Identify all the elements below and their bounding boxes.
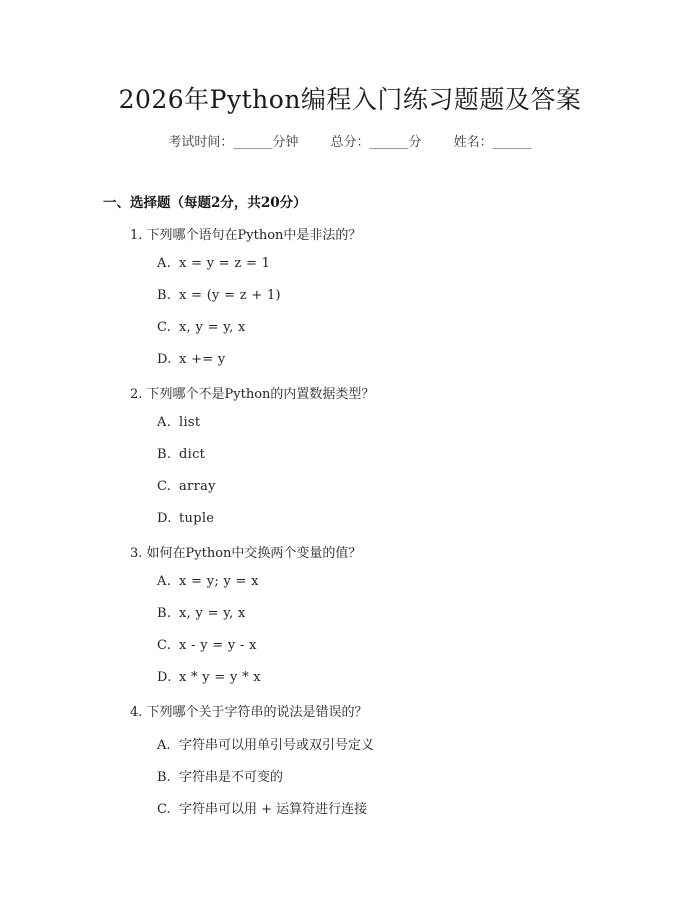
option-letter: A. xyxy=(157,738,171,753)
option-letter: C. xyxy=(157,320,172,335)
option-letter: A. xyxy=(157,574,172,589)
option-letter: B. xyxy=(157,447,172,462)
question-1-option-b xyxy=(157,288,281,303)
question-3-option-b xyxy=(157,606,246,621)
option-text: array xyxy=(179,479,216,494)
option-letter: D. xyxy=(157,352,172,367)
option-text: 字符串可以用 + 运算符进行连接 xyxy=(179,802,368,817)
option-text: 字符串是不可变的 xyxy=(179,770,284,785)
question-1-option-a xyxy=(157,256,270,271)
option-text: x += y xyxy=(179,352,226,367)
option-text: 字符串可以用单引号或双引号定义 xyxy=(179,738,375,753)
question-2-option-c xyxy=(157,479,216,494)
option-text: dict xyxy=(179,447,206,462)
option-letter: C. xyxy=(157,479,172,494)
question-2-option-b xyxy=(157,447,205,462)
question-1: 1. 下列哪个语句在Python中是非法的？ xyxy=(130,228,362,243)
option-letter: A. xyxy=(157,256,172,271)
option-text: x, y = y, x xyxy=(179,606,246,621)
question-2-option-a xyxy=(157,415,200,430)
option-text: tuple xyxy=(179,511,215,526)
question-3-option-a xyxy=(157,574,259,589)
question-2-option-d xyxy=(157,511,214,526)
option-text: x = (y = z + 1) xyxy=(179,288,281,303)
question-1-option-d xyxy=(157,352,226,367)
option-letter: C. xyxy=(157,802,171,817)
option-letter: D. xyxy=(157,670,172,685)
question-3: 3. 如何在Python中交换两个变量的值？ xyxy=(130,546,362,561)
option-text: x * y = y * x xyxy=(179,670,261,685)
option-text: x, y = y, x xyxy=(179,320,246,335)
question-4-option-a xyxy=(157,734,374,753)
question-3-option-c xyxy=(157,638,257,653)
question-4-option-c xyxy=(157,798,367,817)
option-letter: C. xyxy=(157,638,172,653)
option-text: x - y = y - x xyxy=(179,638,257,653)
question-2: 2. 下列哪个不是Python的内置数据类型？ xyxy=(130,387,375,402)
option-letter: B. xyxy=(157,770,171,785)
exam-time-field: 考试时间：______分钟 xyxy=(168,135,299,150)
option-text: x = y = z = 1 xyxy=(179,256,271,271)
question-4: 4. 下列哪个关于字符串的说法是错误的？ xyxy=(130,705,368,720)
question-3-option-d xyxy=(157,670,261,685)
student-name-field: 姓名：______ xyxy=(453,135,532,150)
option-letter: D. xyxy=(157,511,172,526)
option-text: x = y; y = x xyxy=(179,574,259,589)
question-4-option-b xyxy=(157,766,283,785)
total-score-field: 总分：______分 xyxy=(330,135,422,150)
option-letter: A. xyxy=(157,415,172,430)
page-title: 2026年Python编程入门练习题题及答案 xyxy=(118,85,582,114)
option-letter: B. xyxy=(157,606,172,621)
option-text: list xyxy=(179,415,201,430)
section-heading-choice: 一、选择题（每题2分，共20分） xyxy=(103,195,307,211)
exam-meta xyxy=(0,131,700,150)
option-letter: B. xyxy=(157,288,172,303)
question-1-option-c xyxy=(157,320,246,335)
